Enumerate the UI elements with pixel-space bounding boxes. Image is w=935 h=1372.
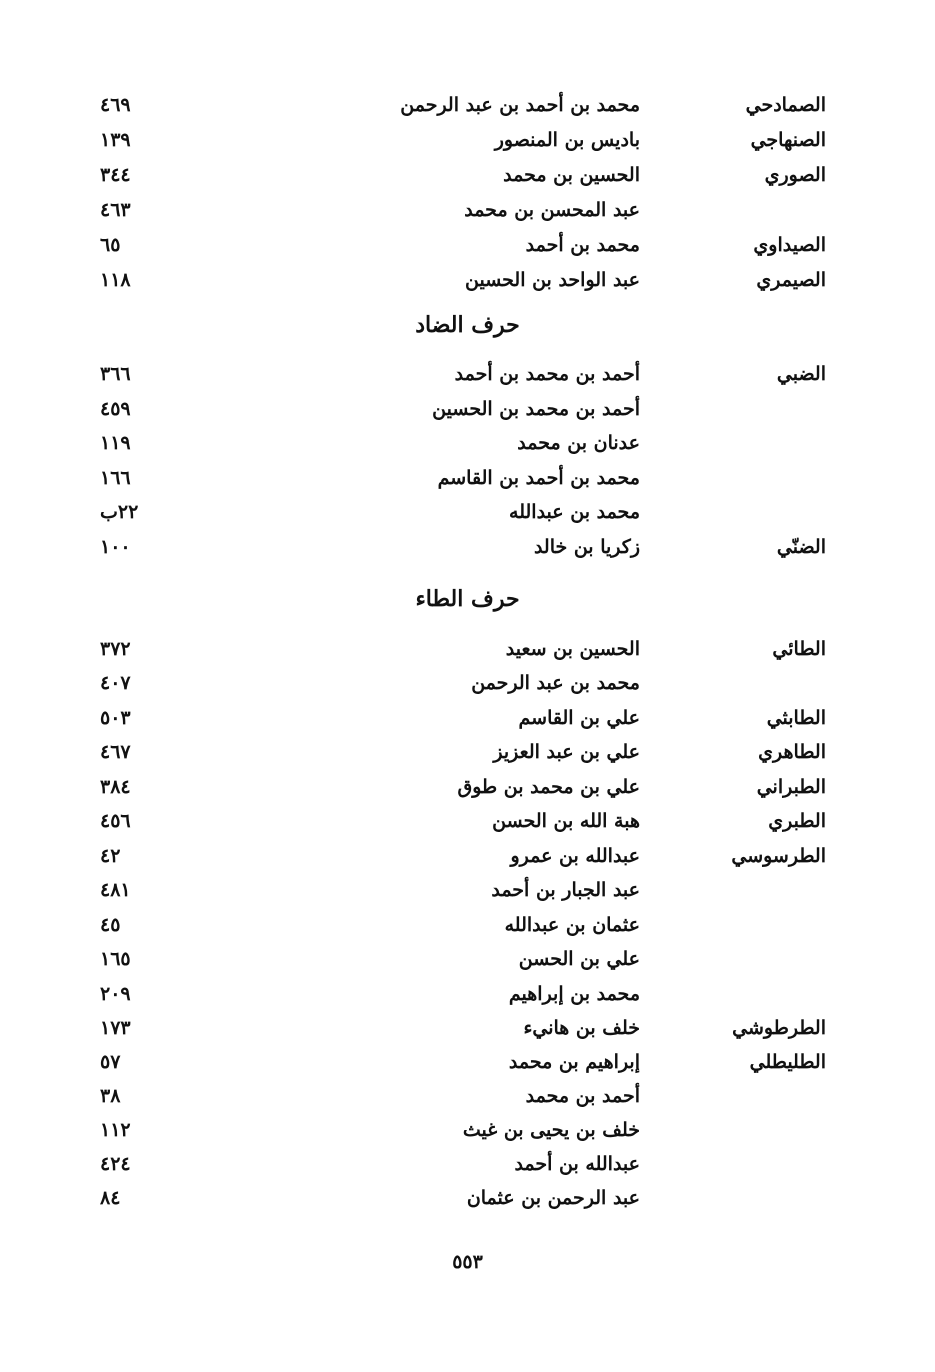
entry-name: عبد الجبار بن أحمد: [491, 879, 640, 901]
entry-page-number: ١٣٩: [100, 129, 131, 151]
index-entry: [90, 228, 836, 262]
entry-name: هبة الله بن الحسن: [492, 810, 640, 832]
index-entry: [90, 1079, 836, 1113]
entry-name: عبد المحسن بن محمد: [464, 199, 640, 221]
entry-page-number: ٤٨١: [100, 879, 131, 901]
entry-name: الحسين بن سعيد: [505, 638, 640, 660]
entry-page-number: ٣٦٦: [100, 363, 131, 385]
entry-nisba: الطائي: [772, 638, 826, 660]
index-entry: [90, 263, 836, 297]
index-entry: [90, 770, 836, 804]
entry-page-number: ٨٤: [100, 1187, 121, 1209]
entry-nisba: الطليطلي: [749, 1051, 826, 1073]
entry-name: محمد بن أحمد بن القاسم: [437, 467, 640, 489]
entry-name: محمد بن عبدالله: [509, 501, 640, 523]
entry-page-number: ٤٢: [100, 845, 121, 867]
index-entry: [90, 1147, 836, 1181]
entry-page-number: ٣٤٤: [100, 164, 131, 186]
index-entry: [90, 1011, 836, 1045]
entry-page-number: ٤٠٧: [100, 672, 131, 694]
entry-nisba: الطرطوشي: [732, 1017, 826, 1039]
entry-nisba: الطاهري: [758, 741, 826, 763]
index-entry: [90, 426, 836, 460]
entry-page-number: ١١٩: [100, 432, 131, 454]
entry-name: أحمد بن محمد بن أحمد: [454, 363, 640, 385]
section-heading: حرف الضاد: [415, 312, 520, 338]
section-heading: حرف الطاء: [415, 586, 520, 612]
index-entry: [90, 839, 836, 873]
entry-name: عبد الرحمن بن عثمان: [466, 1187, 640, 1209]
index-entry: [90, 666, 836, 700]
entry-name: عبد الواحد بن الحسين: [465, 269, 640, 291]
index-entry: [90, 701, 836, 735]
entry-name: أحمد بن محمد بن الحسين: [432, 398, 640, 420]
entry-name: أحمد بن محمد: [525, 1085, 640, 1107]
entry-name: زكريا بن خالد: [533, 536, 640, 558]
entry-nisba: الطبراني: [756, 776, 826, 798]
entry-page-number: ١٦٦: [100, 467, 131, 489]
index-entry: [90, 1181, 836, 1215]
entry-nisba: الطبري: [768, 810, 826, 832]
entry-name: علي بن عبد العزيز: [493, 741, 640, 763]
entry-nisba: الضنّي: [776, 536, 826, 558]
entry-name: علي بن الحسن: [518, 948, 640, 970]
entry-page-number: ١٦٥: [100, 948, 131, 970]
index-entry: [90, 357, 836, 391]
entry-page-number: ١١٨: [100, 269, 131, 291]
index-entry: [90, 873, 836, 907]
index-entry: [90, 123, 836, 157]
entry-nisba: الصنهاجي: [750, 129, 826, 151]
index-entry: [90, 942, 836, 976]
entry-nisba: الطرسوسي: [731, 845, 826, 867]
entry-page-number: ١٠٠: [100, 536, 131, 558]
entry-nisba: الطابثي: [766, 707, 826, 729]
entry-page-number: ٤٢٤: [100, 1153, 131, 1175]
entry-page-number: ٦٥: [100, 234, 121, 256]
index-entry: [90, 392, 836, 426]
entry-name: عبدالله بن عمرو: [510, 845, 640, 867]
index-entry: [90, 158, 836, 192]
index-entry: [90, 735, 836, 769]
entry-name: محمد بن أحمد بن عبد الرحمن: [400, 94, 640, 116]
entry-page-number: ٤٦٩: [100, 94, 131, 116]
index-entry: [90, 977, 836, 1011]
index-entry: [90, 1113, 836, 1147]
index-entry: [90, 88, 836, 122]
entry-page-number: ٤٥٦: [100, 810, 131, 832]
entry-name: عدنان بن محمد: [517, 432, 640, 454]
index-entry: [90, 1045, 836, 1079]
entry-name: علي بن القاسم: [518, 707, 640, 729]
entry-page-number: ١١٢: [100, 1119, 131, 1141]
entry-name: محمد بن عبد الرحمن: [471, 672, 640, 694]
entry-name: باديس بن المنصور: [494, 129, 640, 151]
entry-name: عبدالله بن أحمد: [514, 1153, 640, 1175]
entry-name: إبراهيم بن محمد: [508, 1051, 640, 1073]
entry-name: محمد بن أحمد: [525, 234, 640, 256]
entry-nisba: الضبي: [776, 363, 826, 385]
entry-nisba: الصوري: [764, 164, 826, 186]
entry-page-number: ٥٧: [100, 1051, 121, 1073]
entry-name: علي بن محمد بن طوق: [457, 776, 640, 798]
index-entry: [90, 495, 836, 529]
index-entry: [90, 530, 836, 564]
page-number: ٥٥٣: [452, 1251, 483, 1273]
entry-name: عثمان بن عبدالله: [504, 914, 640, 936]
entry-page-number: ٢٢ب: [100, 501, 139, 523]
entry-name: محمد بن إبراهيم: [508, 983, 640, 1005]
entry-page-number: ٣٨٤: [100, 776, 131, 798]
entry-nisba: الصمادحي: [745, 94, 826, 116]
entry-page-number: ٤٥: [100, 914, 121, 936]
entry-page-number: ٥٠٣: [100, 707, 131, 729]
index-entry: [90, 632, 836, 666]
entry-name: الحسين بن محمد: [503, 164, 640, 186]
index-entry: [90, 908, 836, 942]
entry-page-number: ٣٧٢: [100, 638, 131, 660]
entry-page-number: ٣٨: [100, 1085, 121, 1107]
index-entry: [90, 461, 836, 495]
entry-page-number: ١٧٣: [100, 1017, 131, 1039]
index-entry: [90, 804, 836, 838]
entry-page-number: ٤٦٣: [100, 199, 131, 221]
index-entry: [90, 193, 836, 227]
entry-nisba: الصيداوي: [753, 234, 826, 256]
entry-nisba: الصيمري: [756, 269, 826, 291]
entry-name: خلف بن يحيى بن غيث: [462, 1119, 640, 1141]
entry-page-number: ٤٦٧: [100, 741, 131, 763]
entry-page-number: ٤٥٩: [100, 398, 131, 420]
entry-page-number: ٢٠٩: [100, 983, 131, 1005]
entry-name: خلف بن هانيء: [523, 1017, 640, 1039]
